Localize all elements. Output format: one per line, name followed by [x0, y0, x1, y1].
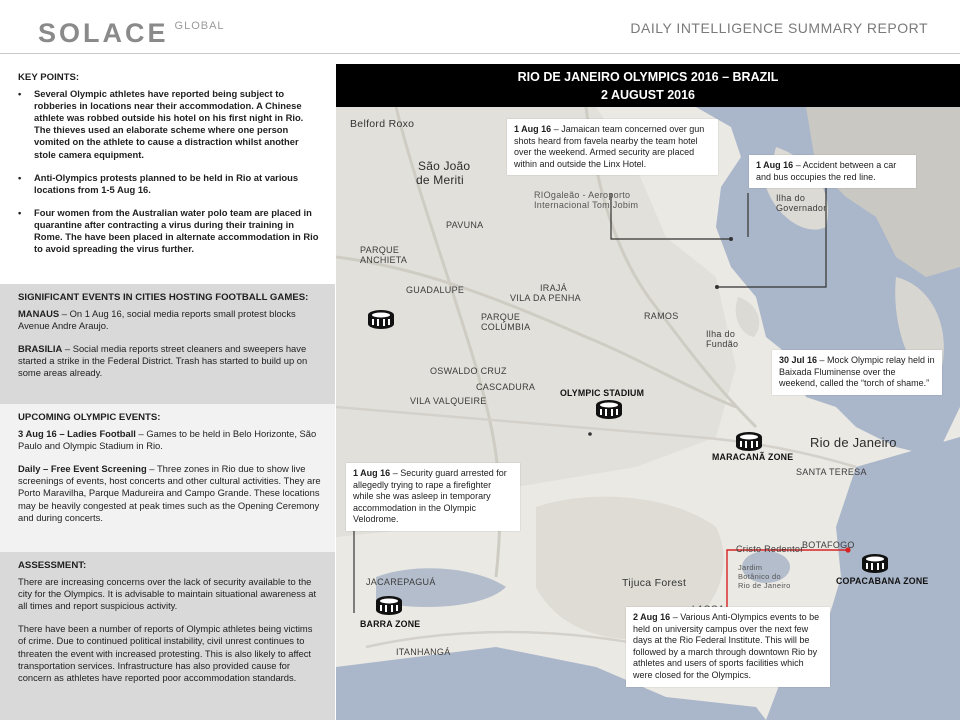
stadium-icon[interactable]: [860, 551, 890, 577]
callout-accident[interactable]: [749, 155, 916, 188]
place-guadalupe: GUADALUPE: [406, 285, 465, 295]
logo-main-text: SOLACE: [38, 18, 169, 48]
zone-olympic-stadium: OLYMPIC STADIUM: [560, 388, 645, 398]
callout-date: 1 Aug 16: [756, 160, 794, 170]
zone-barra: BARRA ZONE: [360, 619, 421, 629]
zone-maracana: MARACANÃ ZONE: [712, 452, 794, 462]
callout-text: – Jamaican team concerned over gun shots heard from favela nearby the team hotel over the weekend. Armed security are placed within and outside the Linx Hotel.: [514, 124, 705, 169]
event-lead: Daily – Free Event Screening: [18, 463, 147, 475]
place-sao-joao: São João: [418, 159, 471, 173]
event-brasilia: [18, 343, 321, 379]
assessment-paragraph: There are increasing concerns over the lack of security available to the city for the Olympics. It is advisable to maintain situational awareness at all times and report suspicious activity.: [18, 576, 317, 612]
place-botafogo: BOTAFOGO: [802, 540, 855, 550]
assessment-section: [0, 552, 335, 720]
event-ladies-football: [18, 428, 321, 452]
place-airport: RIOgaleão - Aeroporto Internacional Tom Jobim: [534, 190, 639, 210]
callout-anti-olympics[interactable]: [626, 607, 830, 687]
place-belford-roxo: Belford Roxo: [350, 118, 415, 130]
rio-map[interactable]: [336, 107, 960, 720]
place-oswaldo-cruz: OSWALDO CRUZ: [430, 366, 507, 376]
zone-copacabana: COPACABANA ZONE: [836, 576, 929, 586]
place-rio-de-janeiro: Rio de Janeiro: [810, 435, 897, 450]
place-parque-columbia: PARQUE COLÚMBIA: [481, 312, 531, 332]
event-text: – Social media reports street cleaners and sweepers have started a strike in the Federal District. Trash has started to build up on some areas already.: [18, 343, 308, 379]
place-cristo-redentor: Cristo Redentor: [736, 544, 804, 554]
callout-text: – Security guard arrested for allegedly trying to rape a firefighter while she was asleep in temporary accommodation in the Olympic Velodrome.: [353, 468, 507, 525]
map-title-date: 2 AUGUST 2016: [600, 88, 696, 102]
place-parque-anchieta: PARQUE ANCHIETA: [360, 245, 408, 265]
callout-text: – Mock Olympic relay held in Baixada Fluminense over the weekend, called the “torch of shame.”: [779, 355, 935, 389]
place-pavuna: PAVUNA: [446, 220, 484, 230]
key-points-section: [0, 64, 335, 284]
place-ramos: RAMOS: [644, 311, 679, 321]
significant-events-section: [0, 284, 335, 404]
header-divider: [0, 53, 960, 54]
map-title-bar: [336, 64, 960, 107]
place-ilha-do-governador: Ilha do Governador: [776, 193, 827, 213]
upcoming-events-heading: UPCOMING OLYMPIC EVENTS:: [18, 412, 161, 423]
map-title-line1: RIO DE JANEIRO OLYMPICS 2016 – BRAZIL: [517, 70, 779, 84]
callout-jamaican-team[interactable]: [507, 119, 718, 175]
key-point-item: • Several Olympic athletes have reported being subject to robberies in locations near their accommodation. A Chinese athlete was robbed outside his hotel on his first night in Rio. The thieves used an elaborate scheme where one person vomited on the athlete to cause a distraction whilst another stole camera equipment.: [18, 88, 321, 161]
key-point-item: • Four women from the Australian water polo team are placed in quarantine after contracting a virus during their training in Rome. The have been placed in alternate accommodation in Rio to avoid spreading the virus further.: [18, 207, 321, 255]
left-column: [0, 64, 335, 720]
report-title: DAILY INTELLIGENCE SUMMARY REPORT: [630, 20, 928, 36]
event-text: – Three zones in Rio due to show live screenings of events, host concerts and other cultural activities. They are Porto Maravilha, Parque Madureira and Campo Grande. These locations may be heavily congested at peak times such as the Opening Ceremony and during concerts.: [18, 463, 321, 523]
logo-sub-text: GLOBAL: [174, 20, 225, 32]
event-lead: MANAUS: [18, 308, 60, 320]
callout-date: 1 Aug 16: [353, 468, 391, 478]
callout-torch-relay[interactable]: [772, 350, 942, 395]
event-lead: 3 Aug 16 – Ladies Football: [18, 428, 136, 440]
key-points-list: [18, 88, 321, 255]
significant-events-heading: SIGNIFICANT EVENTS IN CITIES HOSTING FOOTBALL GAMES:: [18, 292, 309, 303]
place-vila-da-penha: VILA DA PENHA: [510, 293, 581, 303]
assessment-heading: ASSESSMENT:: [18, 560, 87, 571]
assessment-paragraph: There have been a number of reports of Olympic athletes being victims of crime. Due to continued political instability, civil unrest continues to threaten the event with increased protesting. This is also likely to affect transportation services. Infrastructure has also provided cause for concern as athletes have reported poor accommodation standards.: [18, 623, 313, 683]
stadium-icon[interactable]: [594, 397, 624, 423]
solace-global-logo: [38, 18, 225, 48]
callout-text: – Accident between a car and bus occupies the red line.: [756, 160, 897, 182]
key-points-heading: KEY POINTS:: [18, 72, 80, 83]
place-cascadura: CASCADURA: [476, 382, 536, 392]
place-santa-teresa: SANTA TERESA: [796, 467, 867, 477]
event-lead: BRASILIA: [18, 343, 63, 355]
event-manaus: [18, 308, 321, 332]
place-ilha-do-fundao: Ilha do Fundão: [706, 329, 739, 349]
place-vila-valqueire: VILA VALQUEIRE: [410, 396, 487, 406]
callout-security-guard[interactable]: [346, 463, 520, 531]
place-iraja: IRAJÁ: [540, 283, 568, 293]
place-de-meriti: de Meriti: [416, 173, 464, 187]
callout-date: 2 Aug 16: [633, 612, 671, 622]
place-jacarepagua: JACAREPAGUÁ: [366, 577, 436, 587]
place-tijuca-forest: Tijuca Forest: [622, 577, 687, 589]
event-text: – On 1 Aug 16, social media reports small protest blocks Avenue Andre Araujo.: [18, 308, 296, 332]
event-free-screening: [18, 463, 321, 523]
callout-date: 1 Aug 16: [514, 124, 552, 134]
upcoming-events-section: [0, 404, 335, 552]
callout-date: 30 Jul 16: [779, 355, 818, 365]
stadium-icon[interactable]: [374, 593, 404, 619]
event-text: – Games to be held in Belo Horizonte, São Paulo and Olympic Stadium in Rio.: [18, 428, 317, 452]
key-point-item: • Anti-Olympics protests planned to be held in Rio at various locations from 1-5 Aug 16.: [18, 172, 321, 196]
place-jardim-botanico: Jardim Botânico do Rio de Janeiro: [738, 563, 791, 590]
stadium-icon[interactable]: [366, 307, 396, 333]
callout-text: – Various Anti-Olympics events to be held on university campus over the next few days at the Rio Federal Institute. This will be followed by a march through downtown Rio by athletes and users of sports facilities which were closed for the Olympics.: [633, 612, 820, 680]
place-itanhanga: ITANHANGÁ: [396, 647, 451, 657]
